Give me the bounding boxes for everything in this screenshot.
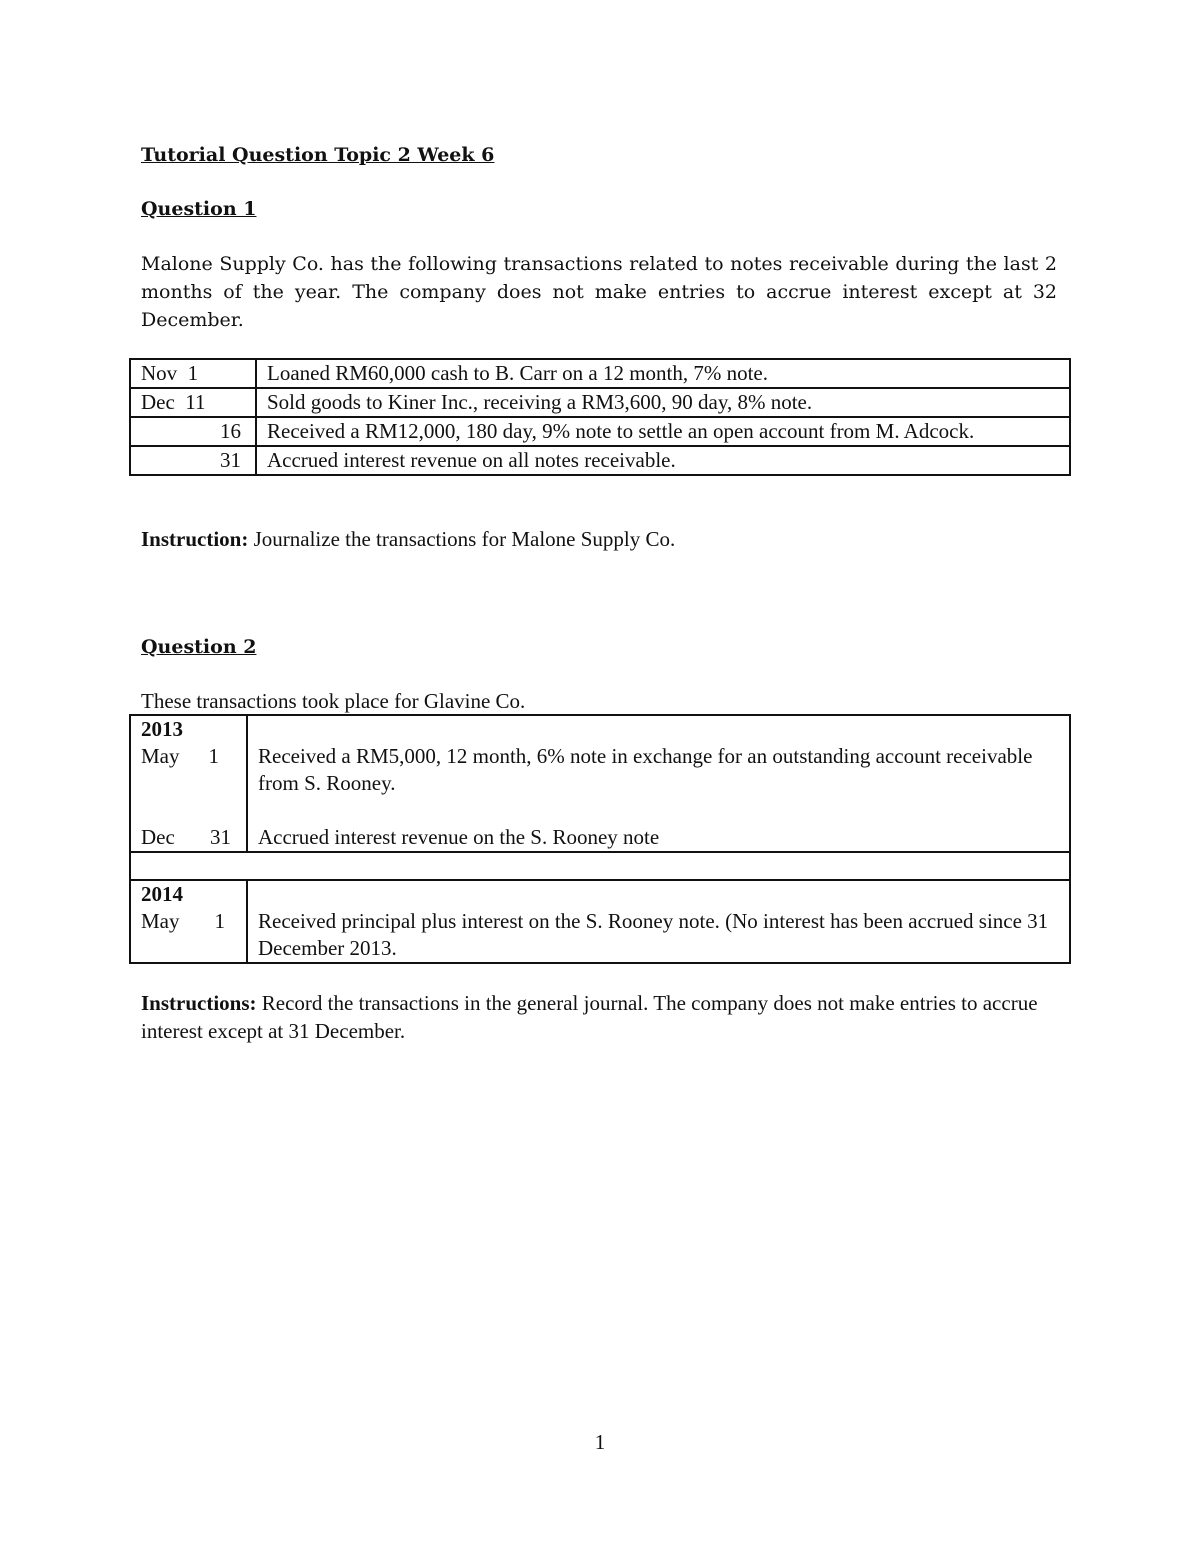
spacer-cell [130,852,1070,880]
entry-description: Accrued interest revenue on the S. Rooney note [258,825,660,849]
instruction-label: Instruction: [141,527,249,551]
instruction-text: Journalize the transactions for Malone Supply Co. [248,527,676,551]
year-label: 2013 [141,717,183,741]
table-row [130,417,1070,446]
entry-day: 31 [210,825,231,849]
transaction-description: Loaned RM60,000 cash to B. Carr on a 12 month, 7% note. [256,359,1070,388]
question-1-transactions-table [129,358,1071,476]
page-number: 1 [594,1430,606,1454]
year-2014-descriptions [247,880,1070,963]
entry-day: 1 [208,744,219,768]
question-2-intro: These transactions took place for Glavine Co. [141,689,526,713]
entry-description: Received a RM5,000, 12 month, 6% note in exchange for an outstanding account receivable from S. Rooney. [258,744,1033,795]
table-row [130,852,1070,880]
entry-day: 1 [214,909,225,933]
entry-date [141,824,231,851]
instruction-label: Instructions: [141,991,257,1015]
entry-month: May [141,744,180,768]
transaction-date: 16 [130,417,256,446]
entry-date [141,908,225,935]
question-2-transactions-table [129,714,1071,964]
year-2014-dates [130,880,247,963]
entry-date [141,743,219,770]
transaction-description: Received a RM12,000, 180 day, 9% note to settle an open account from M. Adcock. [256,417,1070,446]
table-row [130,446,1070,475]
year-2013-dates [130,715,247,852]
transaction-date: 31 [130,446,256,475]
question-2-heading: Question 2 [141,636,257,658]
transaction-description: Sold goods to Kiner Inc., receiving a RM3,600, 90 day, 8% note. [256,388,1070,417]
year-label: 2014 [141,882,183,906]
question-1-instruction [141,525,1057,553]
table-row [130,715,1070,852]
entry-description: Received principal plus interest on the S. Rooney note. (No interest has been accrued since 31 December 2013. [258,909,1049,960]
table-row [130,880,1070,963]
table-row [130,388,1070,417]
document-title: Tutorial Question Topic 2 Week 6 [141,144,495,166]
transaction-date: Nov 1 [130,359,256,388]
entry-month: May [141,909,180,933]
transaction-date: Dec 11 [130,388,256,417]
entry-month: Dec [141,825,175,849]
year-2013-descriptions [247,715,1070,852]
question-1-intro: Malone Supply Co. has the following transactions related to notes receivable during the last 2 months of the year. The company does not make entries to accrue interest except at 32 December. [141,253,1057,331]
table-row [130,359,1070,388]
instruction-text: Record the transactions in the general journal. The company does not make entries to accrue interest except at 31 December. [141,991,1038,1043]
transaction-description: Accrued interest revenue on all notes receivable. [256,446,1070,475]
question-1-heading: Question 1 [141,198,257,220]
question-2-instruction [141,989,1057,1045]
